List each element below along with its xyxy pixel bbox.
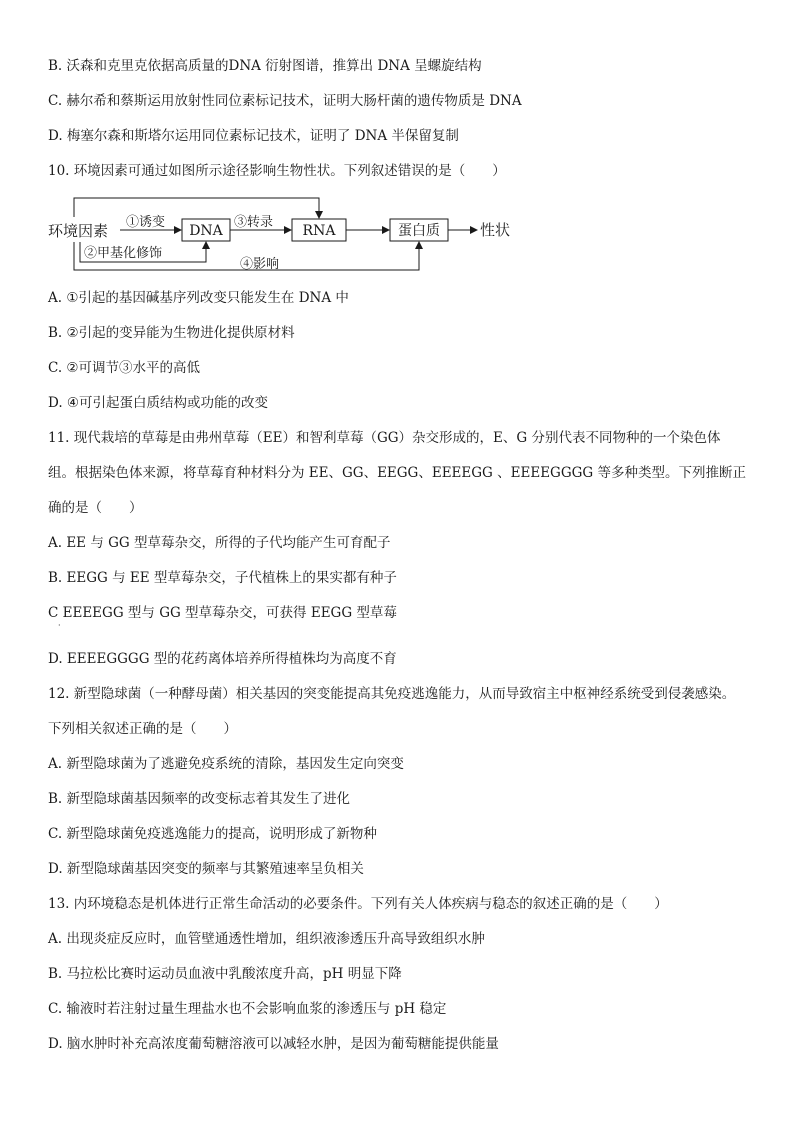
- arrow-env-to-rna: [74, 198, 319, 218]
- q11-option-c: C EEEEGG 型与 GG 型草莓杂交，可获得 EEGG 型草莓: [48, 605, 397, 621]
- node-protein: 蛋白质: [398, 223, 440, 239]
- q10-option-c: C. ②可调节③水平的高低: [48, 360, 201, 376]
- q12-option-d: D. 新型隐球菌基因突变的频率与其繁殖速率呈负相关: [48, 861, 364, 877]
- q13-option-b: B. 马拉松比赛时运动员血液中乳酸浓度升高，pH 明显下降: [48, 966, 402, 982]
- node-environment: 环境因素: [48, 222, 109, 240]
- q11-option-b: B. EEGG 与 EE 型草莓杂交，子代植株上的果实都有种子: [48, 570, 397, 586]
- pathway-diagram: [44, 190, 544, 280]
- q11-stem-line3: 确的是（ ）: [48, 500, 143, 516]
- q10-option-b: B. ②引起的变异能为生物进化提供原材料: [48, 325, 295, 341]
- q9-option-b: B. 沃森和克里克依据高质量的DNA 衍射图谱，推算出 DNA 呈螺旋结构: [48, 58, 482, 74]
- q12-option-b: B. 新型隐球菌基因频率的改变标志着其发生了进化: [48, 791, 351, 807]
- q10-option-a: A. ①引起的基因碱基序列改变只能发生在 DNA 中: [48, 290, 349, 306]
- q12-option-a: A. 新型隐球菌为了逃避免疫系统的清除，基因发生定向突变: [48, 756, 404, 772]
- q10-stem: 10. 环境因素可通过如图所示途径影响生物性状。下列叙述错误的是（ ）: [48, 163, 506, 179]
- q11-stem-line1: 11. 现代栽培的草莓是由弗州草莓（EE）和智利草莓（GG）杂交形成的，E、G 分别代表不同物种的一个染色体: [48, 430, 721, 446]
- node-trait: 性状: [480, 221, 511, 239]
- q11-stem-line2: 组。根据染色体来源，将草莓育种材料分为 EE、GG、EEGG、EEEEGG 、EEEEGGGG 等多种类型。下列推断正: [48, 465, 746, 481]
- q9-option-d: D. 梅塞尔森和斯塔尔运用同位素标记技术，证明了 DNA 半保留复制: [48, 128, 459, 144]
- q11-option-a: A. EE 与 GG 型草莓杂交，所得的子代均能产生可育配子: [48, 535, 391, 551]
- q13-option-a: A. 出现炎症反应时，血管壁通透性增加，组织液渗透压升高导致组织水肿: [48, 931, 485, 947]
- label-influence: ④影响: [240, 257, 280, 272]
- label-methylation: ②甲基化修饰: [84, 246, 163, 261]
- q12-stem-line2: 下列相关叙述正确的是（ ）: [48, 721, 237, 737]
- q13-option-d: D. 脑水肿时补充高浓度葡萄糖溶液可以减轻水肿，是因为葡萄糖能提供能量: [48, 1036, 499, 1052]
- label-transcription: ③转录: [234, 215, 274, 230]
- q12-stem-line1: 12. 新型隐球菌（一种酵母菌）相关基因的突变能提高其免疫逃逸能力，从而导致宿主中枢神经系统受到侵袭感染。: [48, 686, 736, 702]
- q13-stem: 13. 内环境稳态是机体进行正常生命活动的必要条件。下列有关人体疾病与稳态的叙述正确的是（ ）: [48, 896, 668, 912]
- q10-option-d: D. ④可引起蛋白质结构或功能的改变: [48, 395, 269, 411]
- node-dna: DNA: [189, 223, 223, 239]
- q12-option-c: C. 新型隐球菌免疫逃逸能力的提高，说明形成了新物种: [48, 826, 377, 842]
- q13-option-c: C. 输液时若注射过量生理盐水也不会影响血浆的渗透压与 pH 稳定: [48, 1001, 447, 1017]
- label-mutagenesis: ①诱变: [126, 215, 166, 230]
- q11-option-d: D. EEEEGGGG 型的花药离体培养所得植株均为高度不育: [48, 651, 397, 667]
- node-rna: RNA: [302, 223, 336, 239]
- stray-dot: ·: [58, 621, 61, 630]
- q9-option-c: C. 赫尔希和蔡斯运用放射性同位素标记技术，证明大肠杆菌的遗传物质是 DNA: [48, 93, 522, 109]
